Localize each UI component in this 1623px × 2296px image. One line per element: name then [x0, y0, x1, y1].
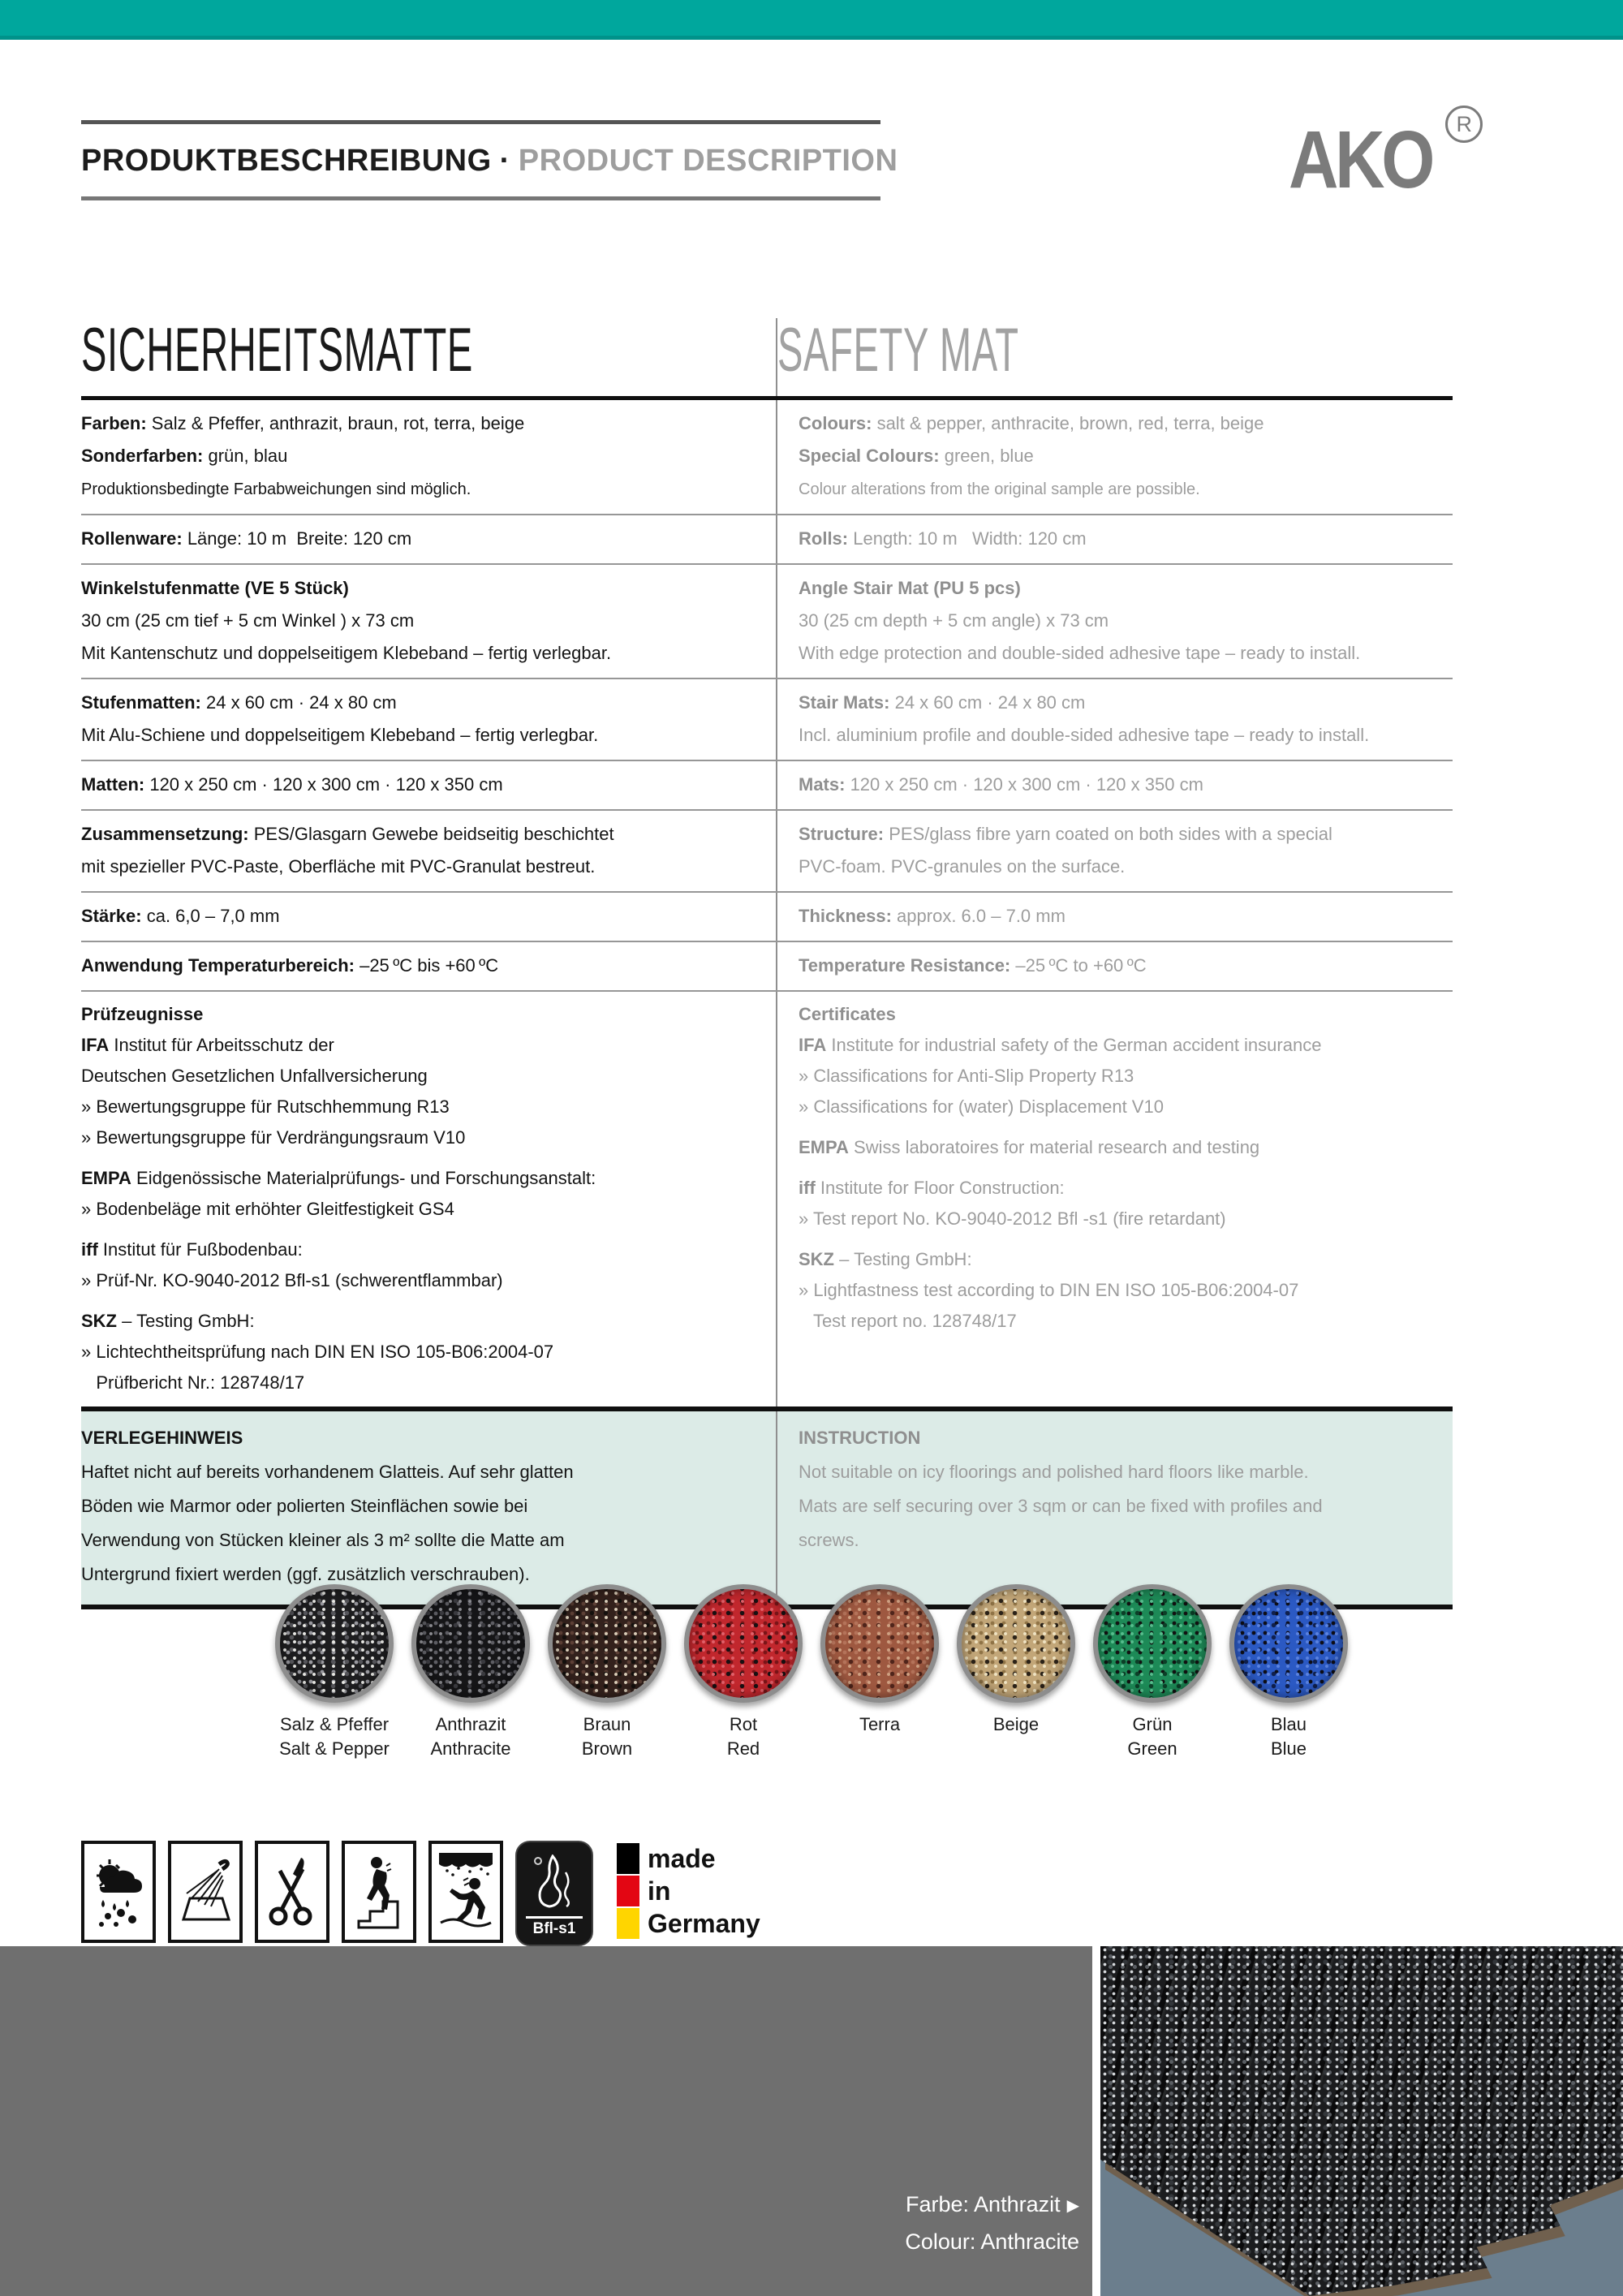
angle-stair-mat-de: [81, 565, 776, 678]
swatch-label: Braun Brown: [581, 1714, 633, 1759]
colour-swatch-anthrazit: [411, 1584, 531, 1761]
ako-logo: [1289, 114, 1483, 207]
made-in-row: [617, 1875, 760, 1907]
text-line: Deutschen Gesetzlichen Unfallversicherung: [81, 1066, 428, 1086]
swatch-label: Grün Green: [1127, 1714, 1177, 1759]
text-line: Stufenmatten: 24 x 60 cm · 24 x 80 cm: [81, 692, 397, 713]
instruction-block: [81, 1406, 1453, 1609]
text-line: Structure: PES/glass fibre yarn coated on both sides with a special: [799, 824, 1332, 844]
text-line: Untergrund fixiert werden (ggf. zusätzlich verschrauben).: [81, 1564, 530, 1584]
swatch-granule-photo: [684, 1584, 803, 1703]
product-photo-anthracite-mat: [1100, 1946, 1623, 2296]
swatch-label: Blau Blue: [1270, 1714, 1307, 1759]
text-line: [81, 1296, 751, 1306]
text-line: Sonderfarben: grün, blau: [81, 446, 288, 466]
swatch-granule-photo: [957, 1584, 1075, 1703]
text-line: Farben: Salz & Pfeffer, anthrazit, braun, rot, terra, beige: [81, 413, 525, 433]
thickness-de: [81, 893, 776, 941]
text-line: Incl. aluminium profile and double-sided adhesive tape – ready to install.: [799, 725, 1370, 745]
text-line: With edge protection and double-sided adhesive tape – ready to install.: [799, 643, 1361, 663]
rolls-en: [776, 515, 1453, 563]
text-line: Winkelstufenmatte (VE 5 Stück): [81, 578, 349, 598]
text-line: Not suitable on icy floorings and polished hard floors like marble.: [799, 1462, 1309, 1482]
spec-row-temperature: [81, 941, 1453, 990]
colours-de: [81, 400, 776, 514]
swatch-label: Beige: [992, 1714, 1040, 1734]
text-line: Thickness: approx. 6.0 – 7.0 mm: [799, 906, 1065, 926]
made-in-germany-icon: [617, 1841, 760, 1940]
text-line: Verwendung von Stücken kleiner als 3 m² sollte die Matte am: [81, 1530, 565, 1550]
text-line: VERLEGEHINWEIS: [81, 1428, 243, 1448]
spec-row-thickness: [81, 891, 1453, 941]
registered-trademark-icon: R: [1445, 106, 1483, 143]
title-row: [81, 318, 1453, 400]
made-in-word: made: [648, 1844, 716, 1873]
angle-stair-mat-en: [776, 565, 1453, 678]
text-line: EMPA Swiss laboratoires for material research and testing: [799, 1137, 1260, 1157]
swatch-granule-photo: [275, 1584, 394, 1703]
rolls-de: [81, 515, 776, 563]
text-line: Anwendung Temperaturbereich: –25 ºC bis +60 ºC: [81, 955, 499, 976]
text-line: Test report no. 128748/17: [799, 1311, 1017, 1331]
arrow-right-icon: ▶: [1066, 2197, 1079, 2215]
page-header: [81, 120, 898, 200]
made-in-row: [617, 1907, 760, 1940]
text-line: Produktionsbedingte Farbabweichungen sind möglich.: [81, 480, 471, 498]
text-line: screws.: [799, 1530, 859, 1550]
text-line: [81, 1225, 751, 1234]
text-line: Colour alterations from the original sample are possible.: [799, 480, 1200, 498]
spec-row-stair-mats: [81, 678, 1453, 760]
mats-de: [81, 761, 776, 809]
text-line: iff Institute for Floor Construction:: [799, 1178, 1065, 1198]
text-line: EMPA Eidgenössische Materialprüfungs- und Forschungsanstalt:: [81, 1168, 596, 1188]
text-line: Mit Alu-Schiene und doppelseitigem Klebeband – fertig verlegbar.: [81, 725, 599, 745]
photo-caption-en: Colour: Anthracite: [905, 2229, 1079, 2254]
certificates-en: [776, 992, 1453, 1406]
header-title-de: PRODUKTBESCHREIBUNG: [81, 144, 492, 178]
text-line: Prüfzeugnisse: [81, 1004, 204, 1024]
stair-mats-en: [776, 679, 1453, 760]
temperature-de: [81, 942, 776, 990]
text-line: » Prüf-Nr. KO-9040-2012 Bfl-s1 (schwerentflammbar): [81, 1270, 503, 1290]
flag-color-block: [617, 1876, 639, 1906]
text-line: » Bewertungsgruppe für Verdrängungsraum V10: [81, 1127, 466, 1148]
text-line: Stair Mats: 24 x 60 cm · 24 x 80 cm: [799, 692, 1086, 713]
made-in-word: in: [648, 1876, 671, 1906]
text-line: Zusammensetzung: PES/Glasgarn Gewebe beidseitig beschichtet: [81, 824, 614, 844]
text-line: Haftet nicht auf bereits vorhandenem Glatteis. Auf sehr glatten: [81, 1462, 574, 1482]
header-title-en: PRODUCT DESCRIPTION: [518, 144, 898, 178]
swatch-label: Anthrazit Anthracite: [430, 1714, 511, 1759]
ako-logo-text: AKO: [1289, 114, 1432, 205]
mats-en: [776, 761, 1453, 809]
anti-slip-ice-icon: [428, 1841, 503, 1943]
text-line: » Classifications for (water) Displacement V10: [799, 1096, 1164, 1117]
text-line: Certificates: [799, 1004, 896, 1024]
header-separator: ·: [499, 144, 510, 178]
photo-caption-de: Farbe: Anthrazit ▶: [906, 2192, 1079, 2216]
spec-row-certificates: [81, 990, 1453, 1406]
spec-row-rolls: [81, 514, 1453, 563]
text-line: Mats are self securing over 3 sqm or can be fixed with profiles and: [799, 1496, 1323, 1516]
text-line: IFA Institute for industrial safety of the German accident insurance: [799, 1035, 1322, 1055]
made-in-row: [617, 1842, 760, 1875]
text-line: » Test report No. KO-9040-2012 Bfl -s1 (fire retardant): [799, 1208, 1226, 1229]
text-line: Temperature Resistance: –25 ºC to +60 ºC: [799, 955, 1147, 976]
spec-sheet: [81, 318, 1453, 1609]
swatch-granule-photo: [1093, 1584, 1212, 1703]
text-line: iff Institut für Fußbodenbau:: [81, 1239, 303, 1260]
text-line: 30 (25 cm depth + 5 cm angle) x 73 cm: [799, 610, 1109, 631]
text-line: » Classifications for Anti-Slip Property R13: [799, 1066, 1134, 1086]
text-line: » Lichtechtheitsprüfung nach DIN EN ISO 105-B06:2004-07: [81, 1342, 554, 1362]
text-line: SKZ – Testing GmbH:: [799, 1249, 972, 1269]
text-line: 30 cm (25 cm tief + 5 cm Winkel ) x 73 cm: [81, 610, 415, 631]
colour-swatch-braun: [547, 1584, 667, 1761]
text-line: [799, 1122, 1453, 1132]
text-line: [799, 1163, 1453, 1173]
text-line: [799, 1234, 1453, 1244]
colour-swatch-beige: [956, 1584, 1076, 1761]
instruction-en: [776, 1411, 1453, 1605]
text-line: Angle Stair Mat (PU 5 pcs): [799, 578, 1021, 598]
swatch-label: Salz & Pfeffer Salt & Pepper: [279, 1714, 390, 1759]
certificates-de: [81, 992, 776, 1406]
structure-de: [81, 811, 776, 891]
spec-table-rows: [81, 400, 1453, 1406]
text-line: IFA Institut für Arbeitsschutz der: [81, 1035, 334, 1055]
structure-en: [776, 811, 1453, 891]
text-line: [81, 1153, 751, 1163]
fire-rating-bfl-s1-icon: [515, 1841, 593, 1946]
spec-row-structure: [81, 809, 1453, 891]
thickness-en: [776, 893, 1453, 941]
colour-swatch-blau: [1229, 1584, 1349, 1761]
flag-color-block: [617, 1843, 639, 1874]
swatch-granule-photo: [820, 1584, 939, 1703]
washable-spray-icon: [168, 1841, 243, 1943]
colour-swatch-rot: [683, 1584, 803, 1761]
text-line: Mit Kantenschutz und doppelseitigem Klebeband – fertig verlegbar.: [81, 643, 612, 663]
text-line: PVC-foam. PVC-granules on the surface.: [799, 856, 1126, 877]
swatch-label: Rot Red: [726, 1714, 760, 1759]
text-line: Special Colours: green, blue: [799, 446, 1034, 466]
made-in-word: Germany: [648, 1909, 760, 1938]
colours-en: [776, 400, 1453, 514]
product-title-en: SAFETY MAT: [776, 318, 1453, 396]
swatch-label: Terra: [859, 1714, 901, 1734]
swatch-granule-photo: [548, 1584, 666, 1703]
colour-swatch-grün: [1092, 1584, 1212, 1761]
cuttable-scissors-icon: [255, 1841, 329, 1943]
swatch-granule-photo: [1229, 1584, 1348, 1703]
swatch-granule-photo: [411, 1584, 530, 1703]
spec-row-colours: [81, 400, 1453, 514]
mat-texture: [1100, 1946, 1623, 2296]
weather-resistant-icon: [81, 1841, 156, 1943]
text-line: Matten: 120 x 250 cm · 120 x 300 cm · 120 x 350 cm: [81, 774, 503, 795]
text-line: » Bodenbeläge mit erhöhter Gleitfestigkeit GS4: [81, 1199, 454, 1219]
text-line: Rolls: Length: 10 m Width: 120 cm: [799, 528, 1087, 549]
text-line: mit spezieller PVC-Paste, Oberfläche mit PVC-Granulat bestreut.: [81, 856, 596, 877]
stair-mats-de: [81, 679, 776, 760]
top-accent-bar: [0, 0, 1623, 40]
text-line: Stärke: ca. 6,0 – 7,0 mm: [81, 906, 280, 926]
spec-row-mats: [81, 760, 1453, 809]
colour-swatch-salz-pfeffer: [274, 1584, 394, 1761]
text-line: Rollenware: Länge: 10 m Breite: 120 cm: [81, 528, 412, 549]
fire-rating-label: Bfl-s1: [526, 1916, 583, 1945]
text-line: Mats: 120 x 250 cm · 120 x 300 cm · 120 x 350 cm: [799, 774, 1203, 795]
photo-caption: [905, 2186, 1079, 2259]
flag-color-block: [617, 1908, 639, 1939]
bottom-gray-band: [0, 1946, 1092, 2296]
feature-icon-row: [81, 1841, 760, 1946]
text-line: » Lightfastness test according to DIN EN ISO 105-B06:2004-07: [799, 1280, 1299, 1300]
colour-swatch-terra: [820, 1584, 940, 1761]
spec-row-angle-stair-mat: [81, 563, 1453, 678]
text-line: Prüfbericht Nr.: 128748/17: [81, 1372, 305, 1393]
instruction-de: [81, 1411, 776, 1605]
text-line: SKZ – Testing GmbH:: [81, 1311, 255, 1331]
colour-swatch-row: [0, 1584, 1623, 1761]
text-line: » Bewertungsgruppe für Rutschhemmung R13: [81, 1096, 450, 1117]
temperature-en: [776, 942, 1453, 990]
product-title-de: SICHERHEITSMATTE: [81, 316, 473, 385]
text-line: INSTRUCTION: [799, 1428, 921, 1448]
stairs-walking-icon: [342, 1841, 416, 1943]
text-line: Colours: salt & pepper, anthracite, brown, red, terra, beige: [799, 413, 1264, 433]
text-line: Böden wie Marmor oder polierten Steinflächen sowie bei: [81, 1496, 528, 1516]
